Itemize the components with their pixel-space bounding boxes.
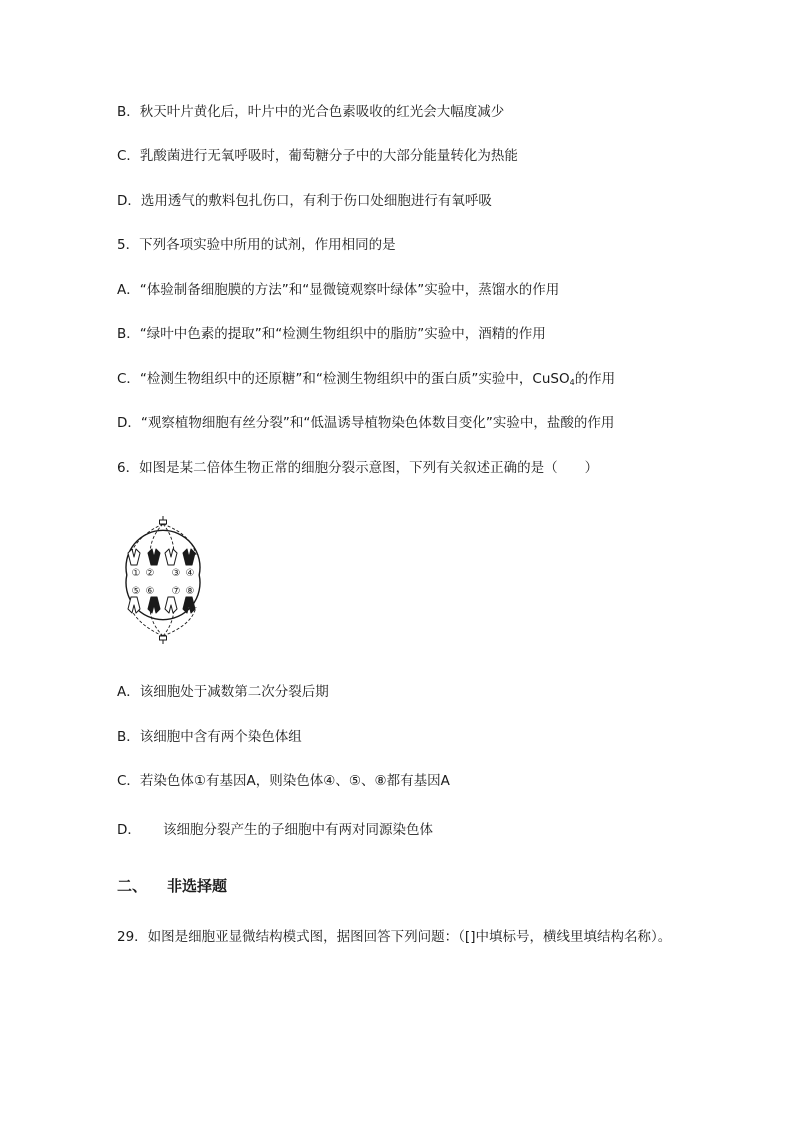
label-8: ⑧ [185, 586, 195, 597]
label-7: ⑦ [171, 586, 181, 597]
label-1: ① [131, 568, 141, 579]
q5-option-c-tail: 的作用 [574, 371, 616, 387]
section-title: 非选择题 [167, 877, 228, 895]
cell-division-figure [116, 511, 208, 651]
label-4: ④ [185, 568, 195, 579]
q5-option-c-subscript: 4 [569, 378, 575, 387]
q4-option-b: B．秋天叶片黄化后，叶片中的光合色素吸收的红光会大幅度减少 [117, 104, 505, 120]
q5-option-b: B．“绿叶中色素的提取”和“检测生物组织中的脂肪”实验中，酒精的作用 [117, 326, 546, 342]
label-6: ⑥ [145, 586, 155, 597]
label-5: ⑤ [131, 586, 141, 597]
q5-stem: 5．下列各项实验中所用的试剂，作用相同的是 [117, 237, 396, 253]
q6-option-c: C．若染色体①有基因A，则染色体④、⑤、⑧都有基因A [117, 773, 450, 789]
q5-option-c-text: C．“检测生物组织中的还原糖”和“检测生物组织中的蛋白质”实验中，CuSO [117, 371, 570, 387]
q29-stem: 29．如图是细胞亚显微结构模式图，据图回答下列问题：（[]中填标号，横线里填结构名称）。 [117, 929, 672, 945]
q5-option-a: A．“体验制备细胞膜的方法”和“显微镜观察叶绿体”实验中，蒸馏水的作用 [117, 282, 560, 298]
q6-option-a: A．该细胞处于减数第二次分裂后期 [117, 684, 329, 700]
q4-option-c: C．乳酸菌进行无氧呼吸时，葡萄糖分子中的大部分能量转化为热能 [117, 148, 518, 164]
q6-option-d-text: 该细胞分裂产生的子细胞中有两对同源染色体 [163, 822, 433, 838]
q5-option-c [117, 370, 615, 392]
section-heading [117, 876, 227, 896]
centriole-top [160, 516, 167, 524]
q6-option-d [117, 821, 433, 839]
label-2: ② [145, 568, 155, 579]
q4-option-d: D．选用透气的敷料包扎伤口，有利于伤口处细胞进行有氧呼吸 [117, 193, 492, 209]
centriole-bottom [160, 636, 167, 644]
q6-option-b: B．该细胞中含有两个染色体组 [117, 729, 302, 745]
q6-stem: 6．如图是某二倍体生物正常的细胞分裂示意图，下列有关叙述正确的是（ ） [117, 460, 599, 476]
q5-option-d: D．“观察植物细胞有丝分裂”和“低温诱导植物染色体数目变化”实验中，盐酸的作用 [117, 415, 615, 431]
section-number: 二、 [117, 877, 148, 895]
label-3: ③ [171, 568, 181, 579]
q6-option-d-label: D． [117, 822, 141, 838]
